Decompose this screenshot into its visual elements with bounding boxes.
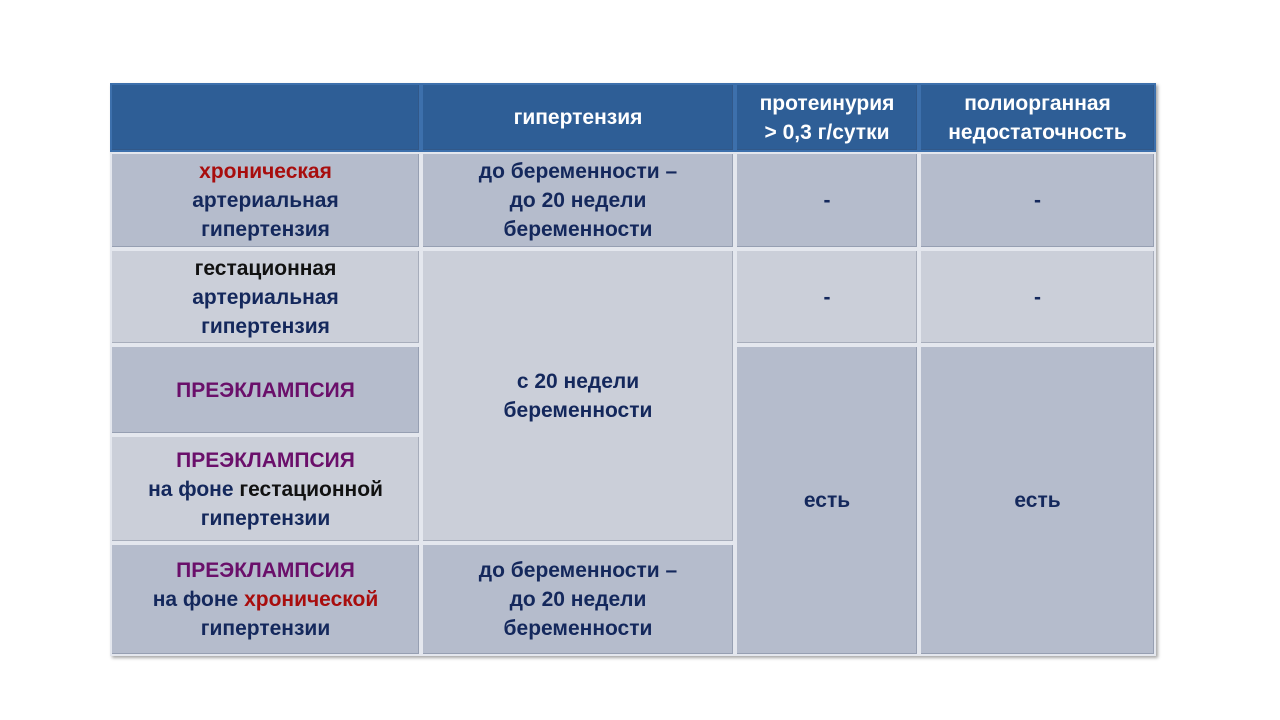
preeclampsia-chronic-prefix: на фоне (152, 588, 245, 611)
classification-table (110, 83, 1156, 656)
header-empty-cell (110, 83, 421, 152)
chronic-hypertension-line1: до беременности – (478, 160, 678, 183)
preeclampsia-chronic-line2 (153, 585, 379, 614)
header-organ-failure (919, 83, 1156, 152)
row-preeclampsia-label (110, 345, 421, 435)
shared-proteinuria-value: есть (803, 489, 851, 512)
chronic-hypertension-line2: до 20 недели (509, 189, 647, 212)
gestational-label-line3: гипертензия (201, 314, 330, 338)
preeclampsia-chronic-line1: ПРЕЭКЛАМПСИЯ (176, 559, 355, 582)
shared-hypertension-line1: с 20 недели (516, 370, 640, 393)
row-chronic-hypertension (421, 152, 735, 249)
chronic-proteinuria-value: - (823, 189, 831, 212)
chronic-hypertension-line3: беременности (503, 218, 653, 241)
preeclampsia-label: ПРЕЭКЛАМПСИЯ (176, 378, 355, 402)
header-proteinuria-line1: протеинурия (759, 91, 895, 115)
row-chronic-proteinuria (735, 152, 919, 249)
preeclampsia-chronic-hypertension-line2: до 20 недели (509, 588, 647, 611)
shared-hypertension-line2: беременности (503, 399, 653, 422)
row-gestational-organ-failure (919, 249, 1156, 345)
preeclampsia-gestational-highlight: гестационной (239, 477, 383, 501)
row-gestational-proteinuria (735, 249, 919, 345)
preeclampsia-gestational-line3: гипертензии (200, 506, 331, 530)
shared-proteinuria-cell (735, 345, 919, 656)
chronic-organ-failure-value: - (1034, 189, 1041, 212)
preeclampsia-gestational-prefix: на фоне (148, 477, 240, 501)
chronic-label-line1: хроническая (199, 160, 332, 183)
chronic-label-line2: артериальная (192, 189, 339, 212)
gestational-proteinuria-value: - (823, 285, 831, 309)
header-hypertension (421, 83, 735, 152)
preeclampsia-chronic-line3: гипертензии (200, 617, 331, 640)
row-chronic-organ-failure (919, 152, 1156, 249)
gestational-organ-failure-value: - (1034, 285, 1041, 309)
row-preeclampsia-chronic-label (110, 543, 421, 656)
header-organ-failure-line1: полиорганная (964, 91, 1111, 115)
shared-hypertension-cell (421, 249, 735, 543)
gestational-label-line1: гестационная (194, 256, 337, 280)
header-proteinuria (735, 83, 919, 152)
shared-organ-failure-cell (919, 345, 1156, 656)
preeclampsia-chronic-hypertension-line1: до беременности – (478, 559, 678, 582)
row-preeclampsia-chronic-hypertension (421, 543, 735, 656)
chronic-label-line3: гипертензия (201, 218, 330, 241)
preeclampsia-gestational-line1: ПРЕЭКЛАМПСИЯ (176, 448, 355, 472)
row-preeclampsia-gestational-label (110, 435, 421, 543)
preeclampsia-chronic-hypertension-line3: беременности (503, 617, 653, 640)
row-chronic-label (110, 152, 421, 249)
header-proteinuria-line2: > 0,3 г/сутки (764, 120, 890, 144)
gestational-label-line2: артериальная (192, 285, 339, 309)
preeclampsia-chronic-highlight: хронической (244, 588, 379, 611)
header-organ-failure-line2: недостаточность (948, 120, 1127, 144)
shared-organ-failure-value: есть (1014, 489, 1061, 512)
row-gestational-label (110, 249, 421, 345)
preeclampsia-gestational-line2 (148, 475, 383, 504)
header-hypertension-text: гипертензия (513, 106, 643, 129)
